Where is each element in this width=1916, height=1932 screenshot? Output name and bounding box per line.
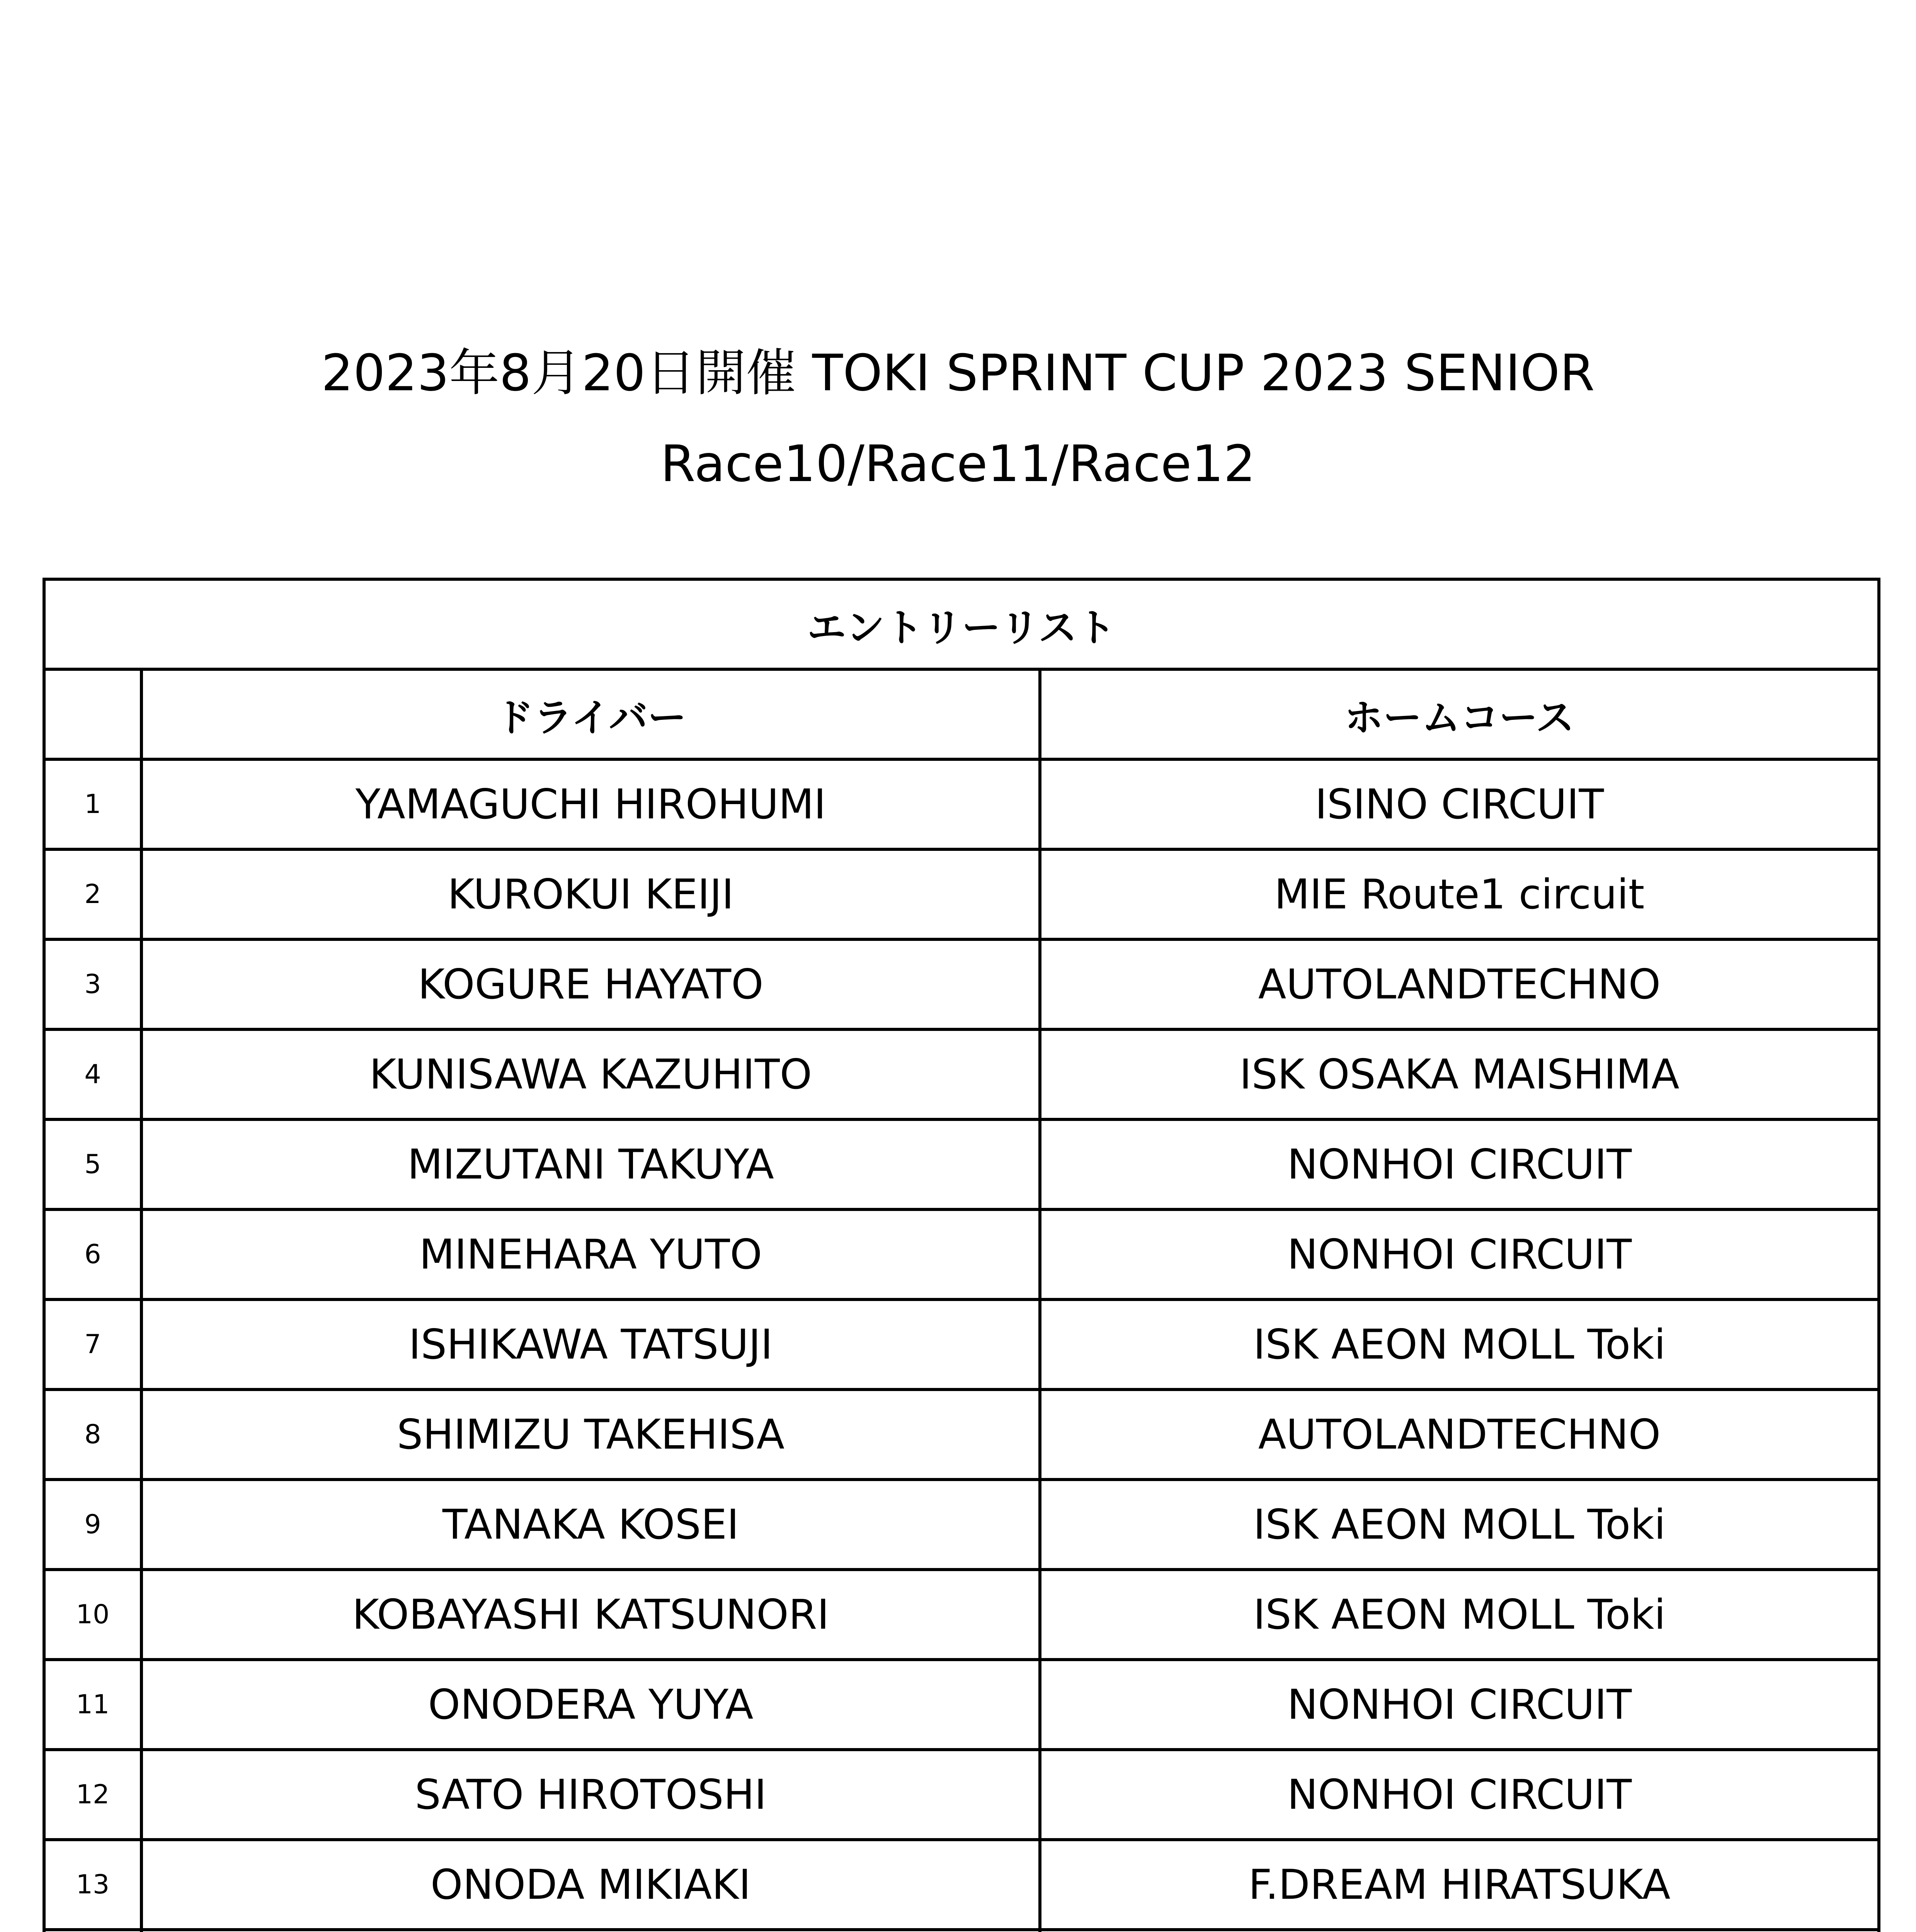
home-course: NONHOI CIRCUIT [1040, 1209, 1879, 1299]
driver-name [141, 1930, 1040, 1932]
table-row [44, 1389, 1879, 1480]
home-course: F.DREAM HIRATSUKA [1040, 1840, 1879, 1930]
table-row [44, 1660, 1879, 1750]
table-caption-row [44, 579, 1879, 669]
driver-name: YAMAGUCHI HIROHUMI [141, 759, 1040, 849]
row-number: 3 [44, 939, 141, 1029]
driver-name: MINEHARA YUTO [141, 1209, 1040, 1299]
table-row [44, 1029, 1879, 1119]
driver-name: TANAKA KOSEI [141, 1480, 1040, 1570]
driver-name: SHIMIZU TAKEHISA [141, 1389, 1040, 1480]
entry-list-table [43, 578, 1880, 1932]
table-row [44, 1750, 1879, 1840]
home-course: NONHOI CIRCUIT [1040, 1119, 1879, 1209]
home-course: ISK AEON MOLL Toki [1040, 1570, 1879, 1660]
row-number: 13 [44, 1840, 141, 1930]
row-number: 8 [44, 1389, 141, 1480]
table-header-row [44, 669, 1879, 759]
driver-name: KOBAYASHI KATSUNORI [141, 1570, 1040, 1660]
driver-name: KUROKUI KEIJI [141, 849, 1040, 939]
home-course: ISK OSAKA MAISHIMA [1040, 1029, 1879, 1119]
table-row [44, 1299, 1879, 1389]
home-course: ISK AEON MOLL Toki [1040, 1299, 1879, 1389]
home-course: NONHOI CIRCUIT [1040, 1750, 1879, 1840]
driver-name: ONODA MIKIAKI [141, 1840, 1040, 1930]
table-row [44, 759, 1879, 849]
row-number: 9 [44, 1480, 141, 1570]
row-number: 6 [44, 1209, 141, 1299]
page-subtitle: Race10/Race11/Race12 [660, 434, 1256, 493]
driver-name: ONODERA YUYA [141, 1660, 1040, 1750]
row-number [44, 1930, 141, 1932]
home-course [1040, 1930, 1879, 1932]
table-row [44, 1480, 1879, 1570]
driver-name: SATO HIROTOSHI [141, 1750, 1040, 1840]
row-number: 4 [44, 1029, 141, 1119]
table-row [44, 1209, 1879, 1299]
row-number: 7 [44, 1299, 141, 1389]
table-row [44, 849, 1879, 939]
header-driver: ドライバー [141, 669, 1040, 759]
home-course: ISK AEON MOLL Toki [1040, 1480, 1879, 1570]
driver-name: KOGURE HAYATO [141, 939, 1040, 1029]
row-number: 1 [44, 759, 141, 849]
row-number: 11 [44, 1660, 141, 1750]
table-row [44, 1840, 1879, 1930]
home-course: ISINO CIRCUIT [1040, 759, 1879, 849]
table-caption: エントリーリスト [44, 579, 1879, 669]
driver-name: MIZUTANI TAKUYA [141, 1119, 1040, 1209]
home-course: AUTOLANDTECHNO [1040, 1389, 1879, 1480]
row-number: 10 [44, 1570, 141, 1660]
home-course: AUTOLANDTECHNO [1040, 939, 1879, 1029]
table-row [44, 939, 1879, 1029]
home-course: MIE Route1 circuit [1040, 849, 1879, 939]
driver-name: ISHIKAWA TATSUJI [141, 1299, 1040, 1389]
page-title: 2023年8月20日開催 TOKI SPRINT CUP 2023 SENIOR [321, 344, 1595, 402]
header-home-course: ホームコース [1040, 669, 1879, 759]
header-number [44, 669, 141, 759]
table-row [44, 1119, 1879, 1209]
driver-name: KUNISAWA KAZUHITO [141, 1029, 1040, 1119]
row-number: 12 [44, 1750, 141, 1840]
row-number: 2 [44, 849, 141, 939]
table-row [44, 1930, 1879, 1932]
row-number: 5 [44, 1119, 141, 1209]
table-row [44, 1570, 1879, 1660]
home-course: NONHOI CIRCUIT [1040, 1660, 1879, 1750]
